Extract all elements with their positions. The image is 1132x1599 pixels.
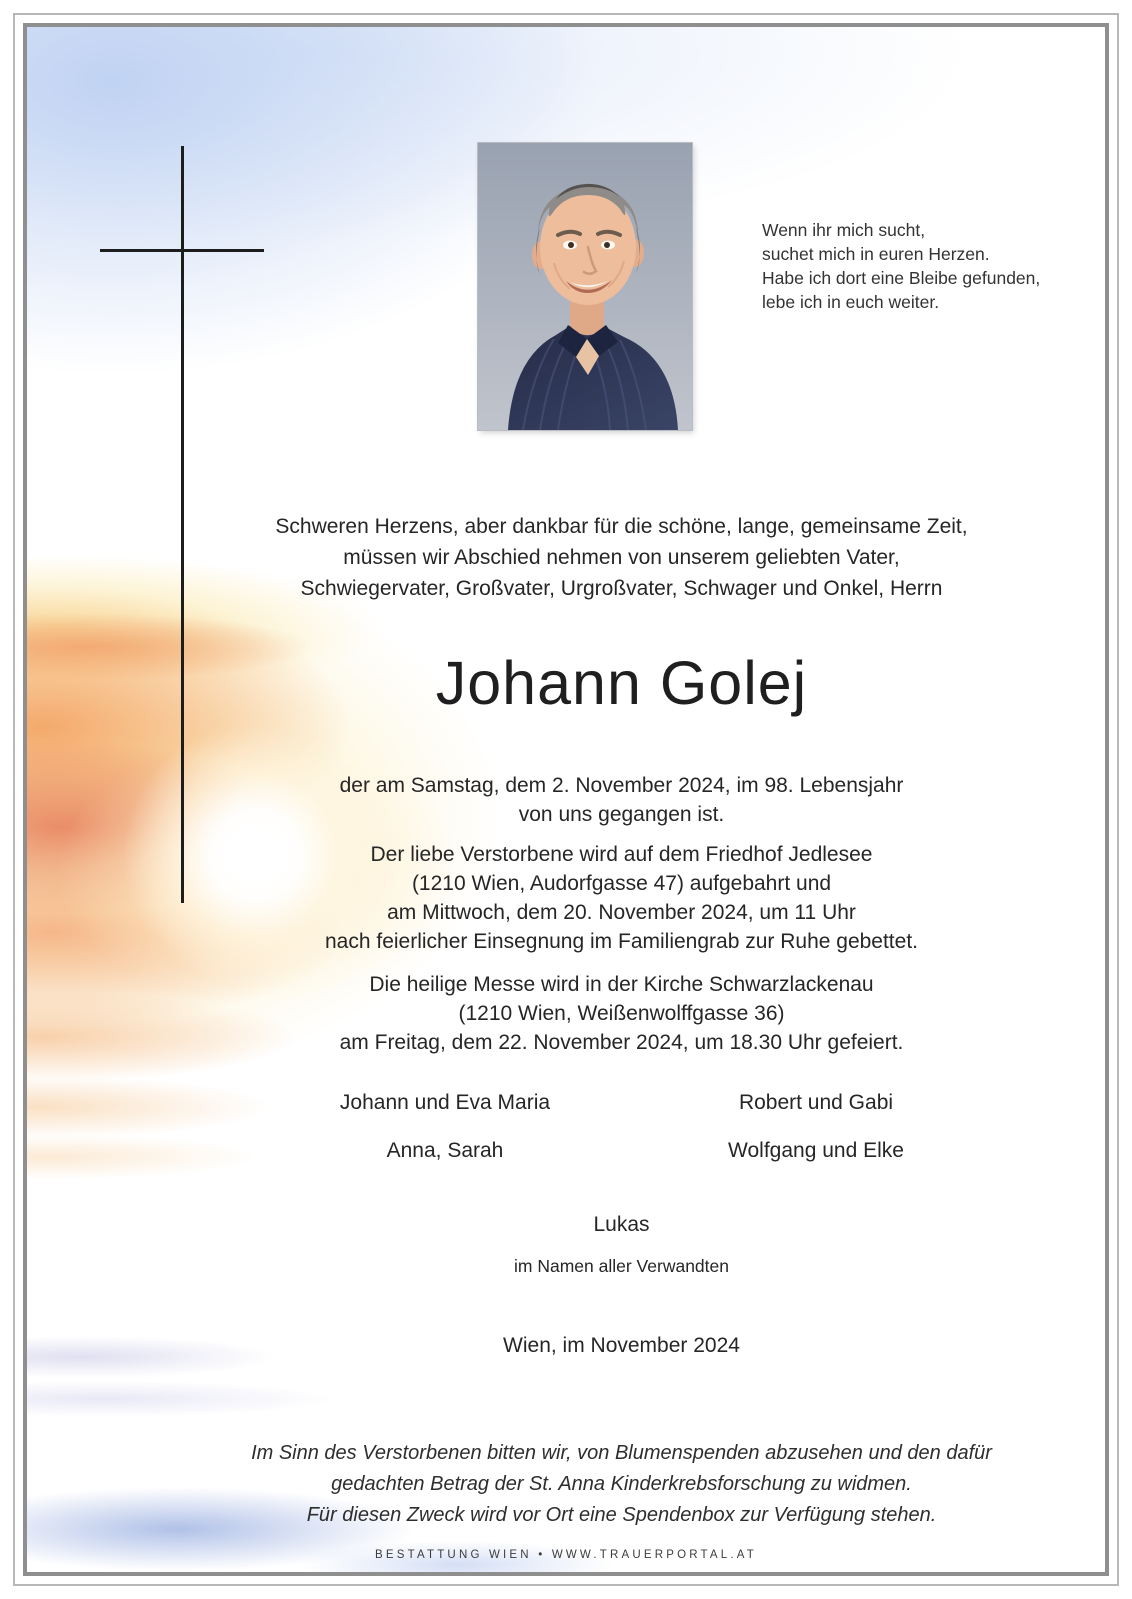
mourner-name: Anna, Sarah bbox=[386, 1139, 504, 1162]
mourners-left-column bbox=[295, 1089, 595, 1185]
funeral-home-footer: BESTATTUNG WIEN • WWW.TRAUERPORTAL.AT bbox=[374, 1549, 758, 1561]
deceased-name: Johann Golej bbox=[435, 649, 808, 717]
burial-line: nach feierlicher Einsegnung im Familiengrab zur Ruhe gebettet. bbox=[325, 930, 918, 953]
mourner-name: Johann und Eva Maria bbox=[339, 1091, 551, 1114]
quote-line: lebe ich in euch weiter. bbox=[762, 292, 940, 312]
donation-request-paragraph bbox=[145, 1438, 1098, 1531]
burial-paragraph bbox=[145, 840, 1098, 956]
donation-line: gedachten Betrag der St. Anna Kinderkrebsforschung zu widmen. bbox=[331, 1473, 912, 1495]
intro-line: Schwiegervater, Großvater, Urgroßvater, Schwager und Onkel, Herrn bbox=[300, 577, 943, 600]
passing-line: der am Samstag, dem 2. November 2024, im 98. Lebensjahr bbox=[339, 774, 904, 797]
memorial-quote bbox=[762, 218, 1042, 314]
quote-line: Wenn ihr mich sucht, bbox=[762, 220, 926, 240]
burial-line: am Mittwoch, dem 20. November 2024, um 11 Uhr bbox=[387, 901, 856, 924]
intro-line: müssen wir Abschied nehmen von unserem geliebten Vater, bbox=[343, 546, 900, 569]
mass-paragraph bbox=[145, 970, 1098, 1057]
place-and-date: Wien, im November 2024 bbox=[503, 1334, 740, 1357]
mass-line: am Freitag, dem 22. November 2024, um 18.30 Uhr gefeiert. bbox=[339, 1031, 904, 1054]
passing-paragraph bbox=[145, 771, 1098, 829]
quote-line: suchet mich in euren Herzen. bbox=[762, 244, 990, 264]
cross-icon bbox=[100, 249, 264, 252]
intro-paragraph bbox=[145, 511, 1098, 604]
mass-line: (1210 Wien, Weißenwolffgasse 36) bbox=[458, 1002, 785, 1025]
mourner-name: Wolfgang und Elke bbox=[728, 1139, 904, 1162]
donation-line: Im Sinn des Verstorbenen bitten wir, von Blumenspenden abzusehen und den dafür bbox=[251, 1442, 992, 1464]
passing-line: von uns gegangen ist. bbox=[518, 803, 725, 826]
intro-line: Schweren Herzens, aber dankbar für die schöne, lange, gemeinsame Zeit, bbox=[275, 515, 968, 538]
mourners-right-column bbox=[666, 1089, 966, 1185]
mourner-name: Robert und Gabi bbox=[738, 1091, 894, 1114]
portrait-photo bbox=[478, 143, 692, 430]
quote-line: Habe ich dort eine Bleibe gefunden, bbox=[762, 268, 1041, 288]
mass-line: Die heilige Messe wird in der Kirche Schwarzlackenau bbox=[369, 973, 874, 996]
mourners-note: im Namen aller Verwandten bbox=[514, 1256, 729, 1276]
burial-line: (1210 Wien, Audorfgasse 47) aufgebahrt und bbox=[411, 872, 832, 895]
donation-line: Für diesen Zweck wird vor Ort eine Spendenbox zur Verfügung stehen. bbox=[306, 1504, 937, 1526]
burial-line: Der liebe Verstorbene wird auf dem Friedhof Jedlesee bbox=[370, 843, 873, 866]
mourner-name-center: Lukas bbox=[593, 1213, 650, 1236]
